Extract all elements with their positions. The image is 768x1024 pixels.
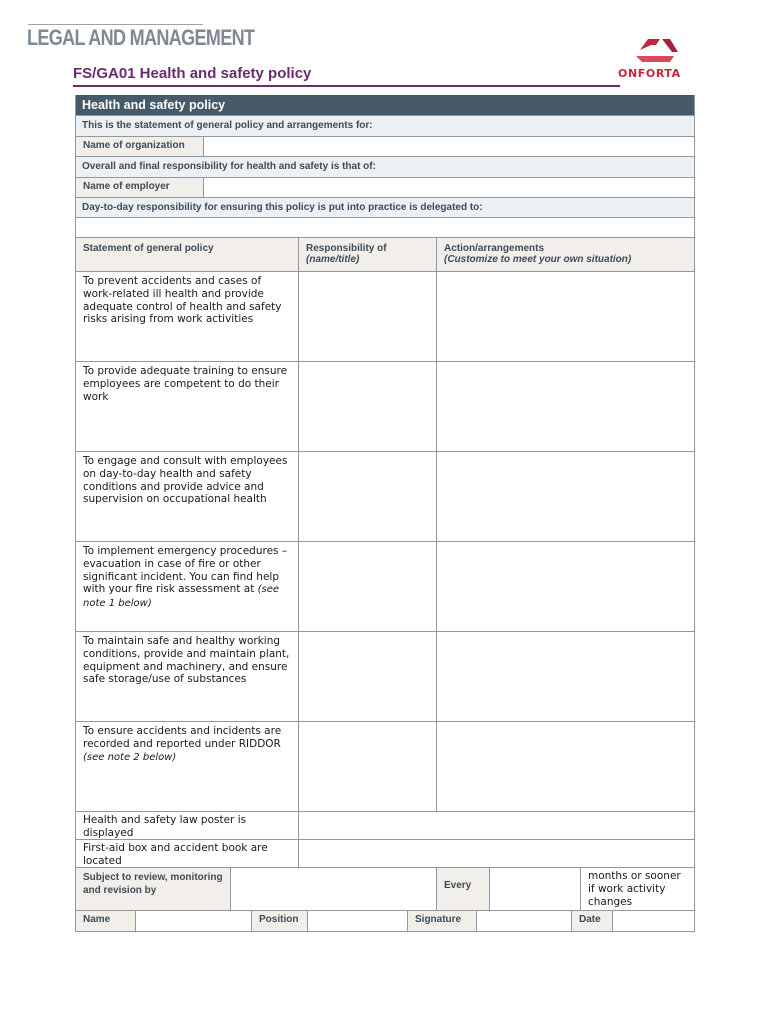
policy-responsibility-field[interactable]	[299, 362, 437, 451]
policy-row	[76, 361, 694, 451]
column-statement-header: Statement of general policy	[76, 238, 299, 271]
policy-responsibility-field[interactable]	[299, 722, 437, 811]
logo-mark-icon	[626, 36, 686, 68]
employer-label: Name of employer	[76, 178, 204, 197]
policy-action-field[interactable]	[437, 452, 694, 541]
policy-row	[76, 541, 694, 631]
sign-name-field[interactable]	[136, 911, 252, 931]
column-action-title: Action/arrangements	[444, 243, 545, 254]
policy-statement-text: To implement emergency procedures – evacuation in case of fire or other significant incident. You can find help with your fire risk assessment at	[83, 545, 288, 596]
policy-statement	[76, 632, 299, 721]
policy-action-field[interactable]	[437, 722, 694, 811]
policy-statement	[76, 362, 299, 451]
sign-position-field[interactable]	[308, 911, 408, 931]
policy-responsibility-field[interactable]	[299, 632, 437, 721]
review-row	[76, 867, 694, 910]
policy-responsibility-field[interactable]	[299, 272, 437, 361]
policy-action-field[interactable]	[437, 542, 694, 631]
policy-row	[76, 271, 694, 361]
policy-note: (see note 2 below)	[83, 751, 177, 763]
company-logo	[618, 36, 704, 82]
every-label: Every	[437, 868, 490, 910]
column-responsibility-header	[299, 238, 437, 271]
policy-row	[76, 721, 694, 811]
statement-intro-row	[76, 115, 694, 136]
policy-statement-text: To engage and consult with employees on day-to-day health and safety conditions and provide advice and supervision on occupational health	[83, 455, 288, 506]
sign-name-label: Name	[76, 911, 136, 931]
signature-row	[76, 910, 694, 931]
policy-action-field[interactable]	[437, 272, 694, 361]
title-rule	[73, 85, 620, 87]
document-title: FS/GA01 Health and safety policy	[73, 65, 312, 82]
sign-position-label: Position	[252, 911, 308, 931]
section-label: LEGAL AND MANAGEMENT	[27, 25, 255, 50]
column-responsibility-title: Responsibility of	[306, 243, 387, 254]
policy-note: (see note 1 below)	[83, 584, 280, 610]
overall-responsibility-label: Overall and final responsibility for health and safety is that of:	[76, 157, 694, 177]
policy-action-field[interactable]	[437, 632, 694, 721]
organization-label: Name of organization	[76, 137, 204, 156]
organization-row	[76, 136, 694, 156]
organization-field[interactable]	[204, 137, 694, 156]
policy-action-field[interactable]	[437, 362, 694, 451]
policy-row	[76, 631, 694, 721]
poster-label: Health and safety law poster is displayed	[76, 812, 299, 839]
delegation-entry-row	[76, 217, 694, 237]
delegation-field[interactable]	[76, 218, 694, 237]
employer-row	[76, 177, 694, 197]
poster-location-field[interactable]	[299, 812, 694, 839]
review-months-field[interactable]	[490, 868, 581, 910]
first-aid-row	[76, 839, 694, 867]
policy-form	[75, 95, 695, 932]
policy-statement-text: To prevent accidents and cases of work-related ill health and provide adequate control of health and safety risks arising from work activities	[83, 275, 282, 326]
statement-intro-label: This is the statement of general policy and arrangements for:	[76, 116, 694, 136]
logo-text: ONFORTA	[618, 67, 681, 80]
employer-field[interactable]	[204, 178, 694, 197]
policy-statement	[76, 542, 299, 631]
first-aid-location-field[interactable]	[299, 840, 694, 867]
delegation-row	[76, 197, 694, 217]
policy-responsibility-field[interactable]	[299, 452, 437, 541]
sign-signature-field[interactable]	[477, 911, 572, 931]
policy-responsibility-field[interactable]	[299, 542, 437, 631]
poster-row	[76, 811, 694, 839]
form-header: Health and safety policy	[76, 95, 694, 115]
policy-statement	[76, 272, 299, 361]
delegation-label: Day-to-day responsibility for ensuring this policy is put into practice is delegated to:	[76, 198, 694, 217]
column-responsibility-subtitle: (name/title)	[306, 254, 360, 265]
policy-statement	[76, 722, 299, 811]
first-aid-label: First-aid box and accident book are located	[76, 840, 299, 867]
sign-signature-label: Signature	[408, 911, 477, 931]
column-action-subtitle: (Customize to meet your own situation)	[444, 254, 632, 265]
column-header-row	[76, 237, 694, 271]
policy-row	[76, 451, 694, 541]
sign-date-label: Date	[572, 911, 613, 931]
sign-date-field[interactable]	[613, 911, 694, 931]
review-label: Subject to review, monitoring and revision by	[76, 868, 231, 910]
policy-statement-text: To maintain safe and healthy working conditions, provide and maintain plant, equipment and machinery, and ensure safe storage/use of substances	[83, 635, 290, 686]
overall-responsibility-row	[76, 156, 694, 177]
column-action-header	[437, 238, 694, 271]
review-by-field[interactable]	[231, 868, 437, 910]
policy-statement	[76, 452, 299, 541]
months-text: months or sooner if work activity changes	[588, 870, 681, 908]
policy-statement-text: To ensure accidents and incidents are recorded and reported under RIDDOR	[83, 725, 282, 750]
policy-statement-text: To provide adequate training to ensure employees are competent to do their work	[83, 365, 288, 403]
